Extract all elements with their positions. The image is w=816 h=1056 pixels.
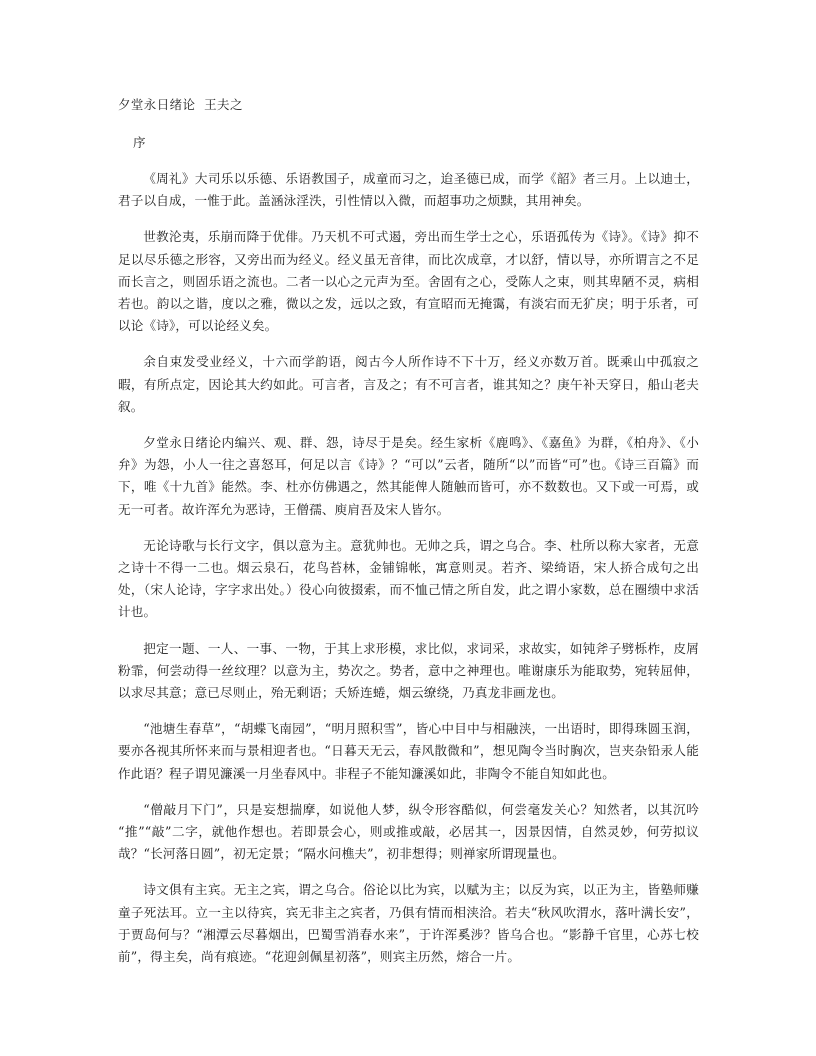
- body-paragraph: “池塘生春草”，“胡蝶飞南园”，“明月照积雪”，皆心中目中与相融浃，一出语时，即得珠圆玉润，要亦各视其所怀来而与景相迎者也。“日暮天无云，春风散微和”，想见陶令当时胸次，岂夹杂铅汞人能作此语？程子谓见濂溪一月坐春风中。非程子不能知濂溪如此，非陶令不能自知如此也。: [118, 721, 699, 781]
- body-paragraph: “僧敲月下门”，只是妄想揣摩，如说他人梦，纵令形容酷似，何尝毫发关心？知然者，以其沉吟“推”“敲”二字，就他作想也。若即景会心，则或推或敲，必居其一，因景因情，自然灵妙，何劳拟议哉？“长河落日圆”，初无定景；“隔水问樵夫”，初非想得；则禅家所谓现量也。: [118, 801, 699, 862]
- body-paragraph: 无论诗歌与长行文字，俱以意为主。意犹帅也。无帅之兵，谓之乌合。李、杜所以称大家者，无意之诗十不得一二也。烟云泉石，花鸟苔林，金铺锦帐，寓意则灵。若齐、梁绮语，宋人挢合成句之出处，（宋人论诗，字字求出处。）役心向彼掇索，而不恤己情之所自发，此之谓小家数，总在圈缋中求活计也。: [118, 537, 699, 620]
- body-paragraph: 世教沦夷，乐崩而降于优俳。乃天机不可式遏，旁出而生学士之心，乐语孤传为《诗》。《诗》抑不足以尽乐德之形容，又旁出而为经义。经义虽无音律，而比次成章，才以舒，情以导，亦所谓言之不足而长言之，则固乐语之流也。二者一以心之元声为至。舍固有之心，受陈人之束，则其卑陋不灵，病相若也。韵以之谐，度以之雅，微以之发，远以之致，有宣昭而无掩霭，有淡宕而无犷戾；明于乐者，可以论《诗》，可以论经义矣。: [118, 229, 699, 334]
- document-title: 夕堂永日绪论 王夫之: [118, 97, 243, 112]
- body-paragraph: 《周礼》大司乐以乐德、乐语教国子，成童而习之，迨圣德已成，而学《韶》者三月。上以迪士，君子以自成，一惟于此。盖涵泳淫泆，引性情以入微，而超事功之烦黩，其用神矣。: [118, 171, 699, 209]
- body-paragraph: 夕堂永日绪论内编兴、观、群、怨，诗尽于是矣。经生家析《鹿鸣》、《嘉鱼》为群，《柏舟》、《小弁》为怨，小人一往之喜怒耳，何足以言《诗》？“可以”云者，随所“以”而皆“可”也。《诗三百篇》而下，唯《十九首》能然。李、杜亦仿佛遇之，然其能俾人随触而皆可，亦不数数也。又下或一可焉，或无一可者。故许浑允为恶诗，王僧孺、庾肩吾及宋人皆尔。: [118, 435, 699, 517]
- body-paragraph: 余自束发受业经义，十六而学韵语，阅古今人所作诗不下十万，经义亦数万首。既乘山中孤寂之暇，有所点定，因论其大约如此。可言者，言及之；有不可言者，谁其知之？庚午补天穿日，船山老夫叙。: [118, 354, 699, 414]
- document-text-block: [118, 94, 699, 968]
- body-paragraph: 诗文俱有主宾。无主之宾，谓之乌合。俗论以比为宾，以赋为主；以反为宾，以正为主，皆塾师赚童子死法耳。立一主以待宾，宾无非主之宾者，乃俱有情而相浃洽。若夫“秋风吹渭水，落叶满长安”，于贾岛何与？“湘潭云尽暮烟出，巴蜀雪消春水来”，于许浑奚涉？皆乌合也。“影静千官里，心苏七校前”，得主矣，尚有痕迹。“花迎剑佩星初落”，则宾主历然，熔合一片。: [118, 882, 699, 965]
- body-paragraph: 把定一题、一人、一事、一物，于其上求形模，求比似，求词采，求故实，如钝斧子劈栎柞，皮屑粉霏，何尝动得一丝纹理？以意为主，势次之。势者，意中之神理也。唯谢康乐为能取势，宛转屈伸，以求尽其意；意已尽则止，殆无剩语；夭矫连蜷，烟云缭绕，乃真龙非画龙也。: [118, 640, 699, 701]
- section-heading-preface: 序: [133, 135, 146, 150]
